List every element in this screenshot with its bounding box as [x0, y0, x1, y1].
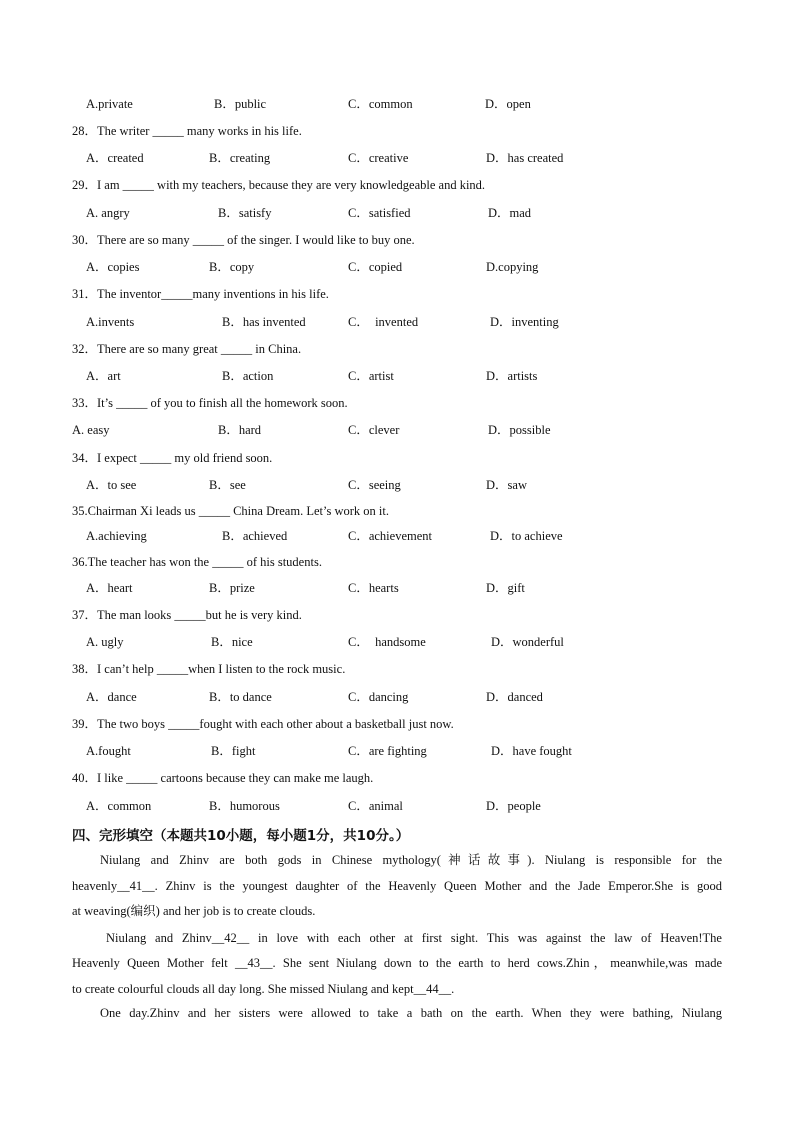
option-b: B．nice [211, 635, 253, 649]
passage-line: heavenly__41__. Zhinv is the youngest daughter of the Heavenly Queen Mother and the Jade Emperor.She is good [72, 879, 722, 893]
option-b: B．creating [209, 151, 271, 165]
option-a: A．dance [86, 690, 137, 704]
question-37-stem: 37．The man looks _____but he is very kind. [72, 608, 302, 622]
section-heading: 四、完形填空（本题共10小题，每小题1分，共10分。） [72, 828, 410, 844]
option-a: A．heart [86, 581, 133, 595]
option-d: D．inventing [490, 315, 559, 329]
passage-line: Niulang and Zhinv are both gods in Chinese mythology(神话故事). Niulang is responsible for the [100, 853, 722, 867]
option-d: D．wonderful [491, 635, 564, 649]
option-b: B．copy [209, 260, 255, 274]
option-b: B．humorous [209, 799, 280, 813]
option-b: B．satisfy [218, 206, 272, 220]
option-c: C．creative [348, 151, 409, 165]
option-d: D．have fought [491, 744, 572, 758]
question-31-stem: 31．The inventor_____many inventions in his life. [72, 287, 329, 301]
option-d: D．to achieve [490, 529, 563, 543]
option-d: D．open [485, 97, 531, 111]
question-28-stem: 28．The writer _____ many works in his life. [72, 124, 302, 138]
passage-line: Niulang and Zhinv__42__ in love with each other at first sight. This was against the law of Heaven!The [106, 931, 722, 945]
option-a: A.invents [86, 315, 135, 329]
question-33-stem: 33．It’s _____ of you to finish all the homework soon. [72, 396, 348, 410]
option-c: C．clever [348, 423, 400, 437]
option-a: A. ugly [86, 635, 124, 649]
option-b: B．fight [211, 744, 256, 758]
option-c: C．common [348, 97, 413, 111]
option-a: A.achieving [86, 529, 147, 543]
option-a: A．copies [86, 260, 140, 274]
option-c: C．satisfied [348, 206, 411, 220]
question-32-stem: 32．There are so many great _____ in China. [72, 342, 302, 356]
option-b: B．hard [218, 423, 262, 437]
option-c: C．copied [348, 260, 403, 274]
option-d: D．gift [486, 581, 525, 595]
option-d: D．has created [486, 151, 564, 165]
option-c: C．animal [348, 799, 403, 813]
option-b: B．action [222, 369, 274, 383]
option-d: D．possible [488, 423, 551, 437]
question-29-stem: 29．I am _____ with my teachers, because they are very knowledgeable and kind. [72, 178, 486, 192]
option-d: D．artists [486, 369, 538, 383]
option-c: C． handsome [348, 635, 426, 649]
option-a: A.fought [86, 744, 131, 758]
option-c: C．dancing [348, 690, 409, 704]
question-38-stem: 38．I can’t help _____when I listen to the rock music. [72, 662, 346, 676]
option-c: C．artist [348, 369, 394, 383]
option-b: B．prize [209, 581, 255, 595]
option-a: A. easy [72, 423, 110, 437]
option-d: D.copying [486, 260, 539, 274]
option-a: A．created [86, 151, 144, 165]
option-b: B．achieved [222, 529, 288, 543]
option-b: B．public [214, 97, 267, 111]
option-a: A．art [86, 369, 121, 383]
question-34-stem: 34．I expect _____ my old friend soon. [72, 451, 273, 465]
option-a: A．common [86, 799, 152, 813]
passage-line: One day.Zhinv and her sisters were allowed to take a bath on the earth. When they were bathing, Niulang [100, 1006, 722, 1020]
option-d: D．saw [486, 478, 527, 492]
option-d: D．people [486, 799, 541, 813]
option-c: C．seeing [348, 478, 401, 492]
option-d: D．danced [486, 690, 543, 704]
passage-line: to create colourful clouds all day long. She missed Niulang and kept__44__. [72, 982, 455, 996]
question-39-stem: 39．The two boys _____fought with each other about a basketball just now. [72, 717, 454, 731]
option-b: B．to dance [209, 690, 272, 704]
option-c: C． invented [348, 315, 419, 329]
option-a: A. angry [86, 206, 130, 220]
question-35-stem: 35.Chairman Xi leads us _____ China Dream. Let’s work on it. [72, 504, 389, 518]
option-c: C．are fighting [348, 744, 427, 758]
option-b: B．has invented [222, 315, 306, 329]
question-40-stem: 40．I like _____ cartoons because they can make me laugh. [72, 771, 374, 785]
option-a: A.private [86, 97, 133, 111]
question-36-stem: 36.The teacher has won the _____ of his students. [72, 555, 322, 569]
option-a: A．to see [86, 478, 137, 492]
passage-line: at weaving(编织) and her job is to create clouds. [72, 904, 316, 918]
passage-line: Heavenly Queen Mother felt __43__. She sent Niulang down to the earth to herd cows.Zhin，meanwhile,was made [72, 956, 722, 970]
option-c: C．achievement [348, 529, 432, 543]
option-c: C．hearts [348, 581, 399, 595]
option-d: D．mad [488, 206, 532, 220]
option-b: B．see [209, 478, 246, 492]
question-30-stem: 30．There are so many _____ of the singer. I would like to buy one. [72, 233, 415, 247]
